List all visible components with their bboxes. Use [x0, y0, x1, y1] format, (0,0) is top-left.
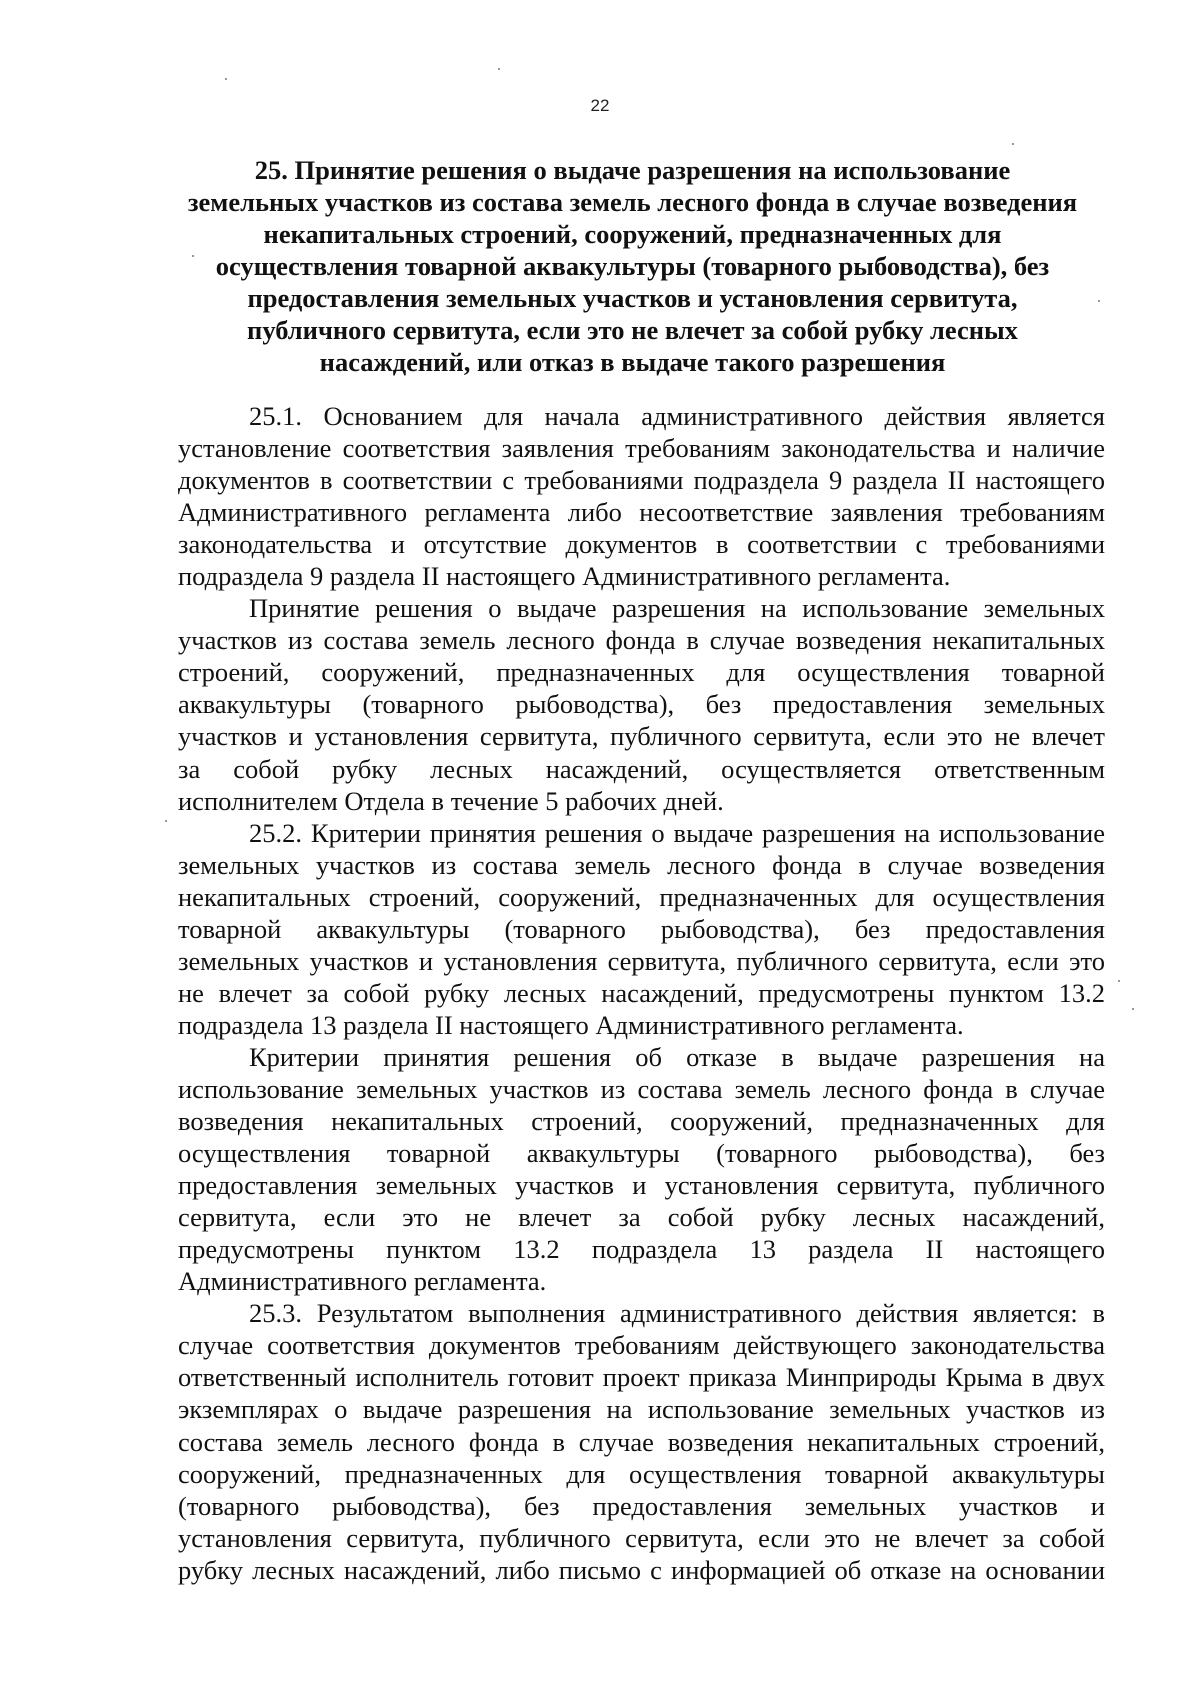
text-line: Принятие решения о выдаче разрешения на использование земельных	[249, 593, 1105, 624]
text-line: земельных участков и установления сервитута, публичного сервитута, если это	[178, 945, 1105, 976]
text-line: использование земельных участков из состава земель лесного фонда в случае	[178, 1073, 1105, 1104]
text-line: (товарного рыбоводства), без предоставления земельных участков и	[178, 1490, 1105, 1521]
text-line: предоставления земельных участков и установления сервитута, публичного	[178, 1170, 1105, 1201]
scan-speck	[192, 255, 194, 257]
paragraph-25-3	[178, 1297, 1105, 1585]
text-line: законодательства и отсутствие документов в соответствии с требованиями	[178, 529, 1105, 560]
text-line: участков и установления сервитута, публичного сервитута, если это не влечет	[178, 721, 1105, 752]
text-line: осуществления товарной аквакультуры (товарного рыбоводства), без	[178, 1138, 1105, 1169]
text-line: за собой рубку лесных насаждений, осуществляется ответственным	[178, 753, 1105, 784]
scan-speck	[1098, 300, 1100, 302]
scan-speck	[1118, 980, 1120, 982]
text-line: товарной аквакультуры (товарного рыбоводства), без предоставления	[178, 913, 1105, 944]
text-line: ответственный исполнитель готовит проект приказа Минприроды Крыма в двух	[178, 1362, 1105, 1393]
text-line: подраздела 13 раздела II настоящего Административного регламента.	[178, 1009, 964, 1040]
section-heading-line: публичного сервитута, если это не влечет за собой рубку лесных	[247, 315, 1018, 345]
text-line: установления сервитута, публичного сервитута, если это не влечет за собой	[178, 1522, 1105, 1553]
text-line: состава земель лесного фонда в случае возведения некапитальных строений,	[178, 1426, 1105, 1457]
scan-speck	[498, 68, 500, 70]
text-line: Критерии принятия решения об отказе в выдаче разрешения на	[249, 1041, 1105, 1072]
paragraph-decision-term	[178, 592, 1105, 816]
section-heading-line: насаждений, или отказ в выдаче такого разрешения	[319, 347, 946, 377]
text-line: возведения некапитальных строений, сооружений, предназначенных для	[178, 1106, 1105, 1137]
section-heading-line: 25. Принятие решения о выдаче разрешения на использование	[254, 155, 1011, 185]
section-heading-line: осуществления товарной аквакультуры (товарного рыбоводства), без	[215, 251, 1050, 281]
text-line: исполнителем Отдела в течение 5 рабочих дней.	[178, 785, 724, 816]
text-line: установление соответствия заявления требованиям законодательства и наличие	[178, 433, 1105, 464]
text-line: земельных участков из состава земель лесного фонда в случае возведения	[178, 849, 1105, 880]
text-line: документов в соответствии с требованиями подраздела 9 раздела II настоящего	[178, 465, 1105, 496]
section-heading-line: некапитальных строений, сооружений, предназначенных для	[263, 219, 1002, 249]
text-line: Административного регламента.	[178, 1266, 547, 1297]
section-heading-line: земельных участков из состава земель лесного фонда в случае возведения	[187, 187, 1078, 217]
text-line: участков из состава земель лесного фонда в случае возведения некапитальных	[178, 625, 1105, 656]
text-line: аквакультуры (товарного рыбоводства), без предоставления земельных	[178, 689, 1105, 720]
page-number: 22	[590, 96, 610, 115]
text-line: не влечет за собой рубку лесных насаждений, предусмотрены пунктом 13.2	[178, 977, 1105, 1008]
text-line: сервитута, если это не влечет за собой рубку лесных насаждений,	[178, 1202, 1105, 1233]
text-line: Административного регламента либо несоответствие заявления требованиям	[178, 497, 1105, 528]
text-line: строений, сооружений, предназначенных для осуществления товарной	[178, 657, 1105, 688]
body-text	[178, 400, 1105, 1586]
text-line: случае соответствия документов требованиям действующего законодательства	[178, 1330, 1105, 1361]
paragraph-25-1	[178, 400, 1105, 592]
scan-speck	[165, 820, 167, 822]
text-line: рубку лесных насаждений, либо письмо с информацией об отказе на основании	[178, 1554, 1105, 1585]
scan-speck	[1012, 143, 1014, 145]
text-line: сооружений, предназначенных для осуществления товарной аквакультуры	[178, 1458, 1105, 1489]
text-line: 25.3. Результатом выполнения административного действия является: в	[249, 1298, 1105, 1329]
text-line: экземплярах о выдаче разрешения на использование земельных участков из	[178, 1394, 1105, 1425]
section-heading-line: предоставления земельных участков и установления сервитута,	[247, 283, 1018, 313]
text-line: некапитальных строений, сооружений, предназначенных для осуществления	[178, 881, 1105, 912]
section-heading	[170, 154, 1095, 378]
paragraph-25-2	[178, 817, 1105, 1041]
paragraph-refusal-criteria	[178, 1041, 1105, 1297]
scan-speck	[1132, 1008, 1134, 1010]
text-line: 25.2. Критерии принятия решения о выдаче разрешения на использование	[249, 817, 1105, 848]
text-line: 25.1. Основанием для начала административного действия является	[249, 401, 1105, 431]
text-line: предусмотрены пунктом 13.2 подраздела 13 раздела II настоящего	[178, 1234, 1105, 1265]
text-line: подраздела 9 раздела II настоящего Административного регламента.	[178, 561, 951, 592]
scan-speck	[225, 78, 227, 80]
